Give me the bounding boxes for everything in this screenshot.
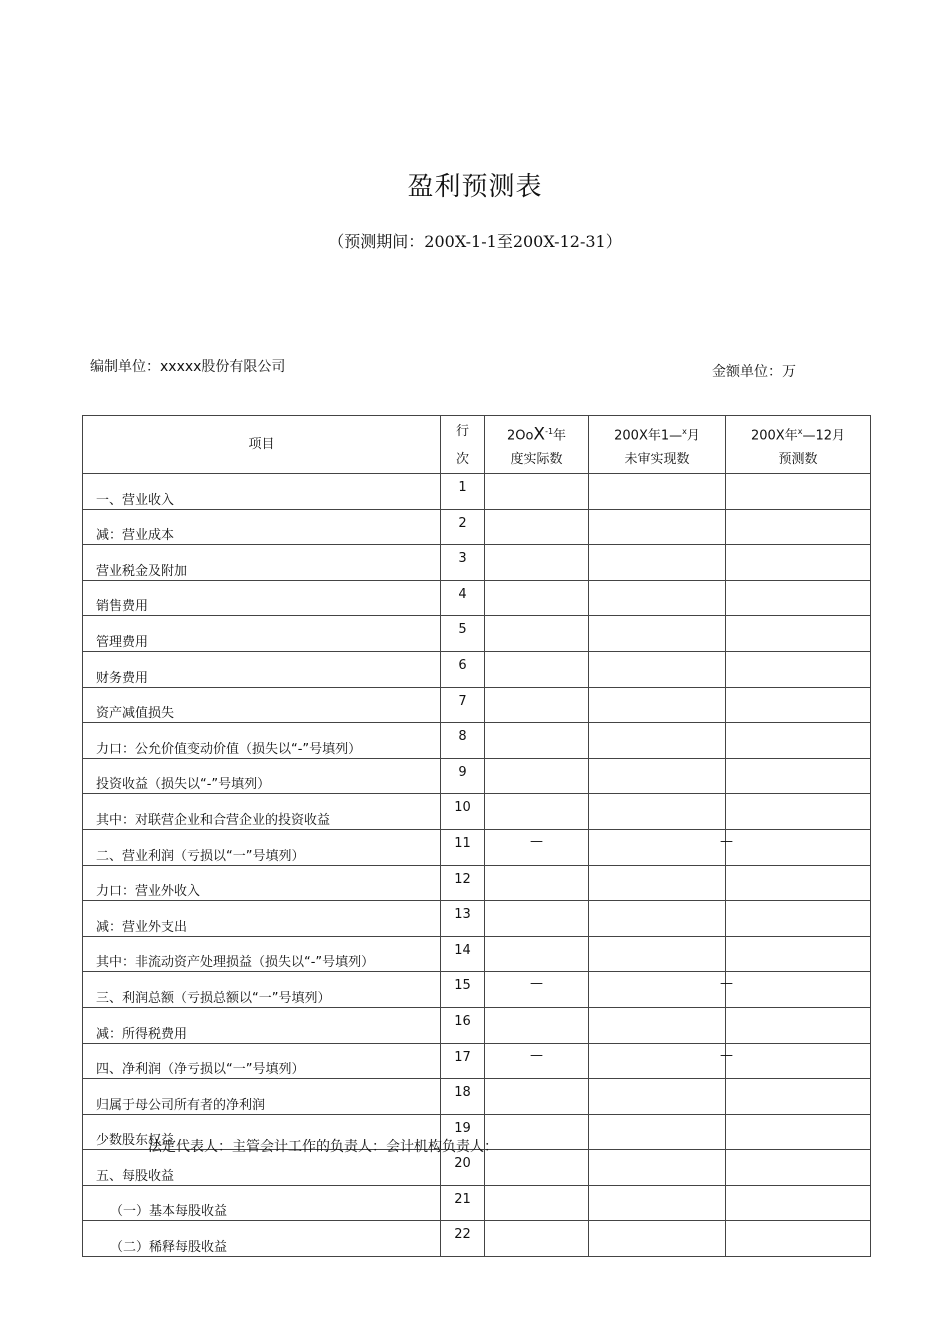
cell	[485, 865, 589, 901]
row-item: （一）基本每股收益	[83, 1185, 441, 1221]
row-item: 四、净利润（净亏损以“一”号填列）	[83, 1043, 441, 1079]
row-item: 其中：非流动资产处理损益（损失以“-”号填列）	[83, 936, 441, 972]
row-line-no: 20	[441, 1150, 485, 1186]
row-item: 一、营业收入	[83, 474, 441, 510]
dash-mark: —	[530, 833, 543, 849]
row-line-no: 15	[441, 972, 485, 1008]
dash-mark: —	[720, 1047, 733, 1063]
cell	[726, 865, 871, 901]
cell	[589, 1007, 726, 1043]
table-row	[83, 545, 871, 581]
cell	[589, 545, 726, 581]
row-line-no: 11	[441, 829, 485, 865]
table-row	[83, 723, 871, 759]
cell	[485, 936, 589, 972]
cell	[485, 1043, 589, 1079]
cell	[589, 474, 726, 510]
cell	[726, 545, 871, 581]
cell	[726, 1043, 871, 1079]
table-row	[83, 1079, 871, 1115]
cell	[726, 936, 871, 972]
cell	[589, 1079, 726, 1115]
table-row	[83, 1221, 871, 1257]
cell	[726, 1221, 871, 1257]
cell	[485, 972, 589, 1008]
row-line-no: 6	[441, 651, 485, 687]
cell	[589, 972, 733, 1008]
row-item: 减：所得税费用	[83, 1007, 441, 1043]
row-line-no: 12	[441, 865, 485, 901]
header-forecast: 200X年$^x$—12月 预测数	[726, 416, 871, 474]
row-item: 五、每股收益	[83, 1150, 441, 1186]
forecast-period: （预测期间：200X-1-1至200X-12-31）	[328, 232, 622, 251]
cell	[726, 616, 871, 652]
dash-mark: —	[720, 976, 733, 992]
cell	[485, 1185, 589, 1221]
cell	[485, 687, 589, 723]
table-row	[83, 936, 871, 972]
table-row	[83, 580, 871, 616]
cell	[726, 901, 871, 937]
table-row	[83, 474, 871, 510]
profit-forecast-table	[82, 415, 871, 1257]
row-line-no: 18	[441, 1079, 485, 1115]
row-line-no: 14	[441, 936, 485, 972]
cell	[589, 829, 733, 865]
cell	[589, 1150, 726, 1186]
cell	[726, 1150, 871, 1186]
table-row	[83, 1185, 871, 1221]
row-line-no: 10	[441, 794, 485, 830]
table-row	[83, 794, 871, 830]
header-unaudited-actual: 200X年1—$^x$月 未审实现数	[589, 416, 726, 474]
cell	[726, 687, 871, 723]
table-row	[83, 1043, 871, 1079]
cell	[726, 829, 871, 865]
header-line-no: 行 次	[441, 416, 485, 474]
cell	[485, 616, 589, 652]
table-row	[83, 901, 871, 937]
row-line-no: 8	[441, 723, 485, 759]
cell	[485, 829, 589, 865]
dash-mark: —	[720, 833, 733, 849]
row-item: 力口：营业外收入	[83, 865, 441, 901]
cell	[485, 1150, 589, 1186]
cell	[485, 545, 589, 581]
row-line-no: 1	[441, 474, 485, 510]
header-item: 项目	[83, 416, 441, 474]
cell	[485, 509, 589, 545]
row-line-no: 17	[441, 1043, 485, 1079]
table-row	[83, 687, 871, 723]
table-row	[83, 1007, 871, 1043]
cell	[589, 936, 726, 972]
cell	[726, 1007, 871, 1043]
cell	[726, 972, 871, 1008]
cell	[485, 758, 589, 794]
cell	[726, 758, 871, 794]
row-line-no: 13	[441, 901, 485, 937]
cell	[589, 1185, 726, 1221]
preparing-entity: 编制单位：xxxxx股份有限公司	[90, 359, 286, 375]
row-item: 其中：对联营企业和合营企业的投资收益	[83, 794, 441, 830]
cell	[726, 509, 871, 545]
table-row	[83, 651, 871, 687]
cell	[589, 758, 726, 794]
cell	[726, 1185, 871, 1221]
row-line-no: 3	[441, 545, 485, 581]
table-row	[83, 865, 871, 901]
cell	[485, 1079, 589, 1115]
cell	[485, 1007, 589, 1043]
row-line-no: 16	[441, 1007, 485, 1043]
table-row	[83, 758, 871, 794]
cell	[485, 651, 589, 687]
cell	[589, 865, 726, 901]
cell	[589, 509, 726, 545]
header-row	[83, 416, 871, 474]
cell	[726, 794, 871, 830]
cell	[726, 580, 871, 616]
cell	[726, 1114, 871, 1150]
cell	[589, 580, 726, 616]
cell	[589, 651, 726, 687]
cell	[485, 580, 589, 616]
row-line-no: 19	[441, 1114, 485, 1150]
cell	[485, 723, 589, 759]
cell	[589, 1114, 726, 1150]
table-row	[83, 616, 871, 652]
cell	[726, 1079, 871, 1115]
header-prior-year-actual: 2OoX$^{-1}$年 度实际数	[485, 416, 589, 474]
row-line-no: 22	[441, 1221, 485, 1257]
signature-line: 法定代表人：主管会计工作的负责人：会计机构负责人：	[148, 1139, 498, 1155]
row-item: 营业税金及附加	[83, 545, 441, 581]
cell	[589, 1043, 733, 1079]
row-line-no: 4	[441, 580, 485, 616]
amount-unit: 金额单位：万	[712, 364, 796, 380]
table-row	[83, 972, 871, 1008]
row-item: 减：营业成本	[83, 509, 441, 545]
cell	[589, 901, 726, 937]
cell	[726, 651, 871, 687]
table-row	[83, 829, 871, 865]
cell	[726, 723, 871, 759]
row-item: 减：营业外支出	[83, 901, 441, 937]
row-line-no: 9	[441, 758, 485, 794]
row-item: 少数股东权益	[83, 1114, 441, 1150]
cell	[485, 1221, 589, 1257]
row-item: （二）稀释每股收益	[83, 1221, 441, 1257]
cell	[589, 616, 726, 652]
cell	[589, 723, 726, 759]
row-item: 投资收益（损失以“-”号填列）	[83, 758, 441, 794]
row-line-no: 21	[441, 1185, 485, 1221]
dash-mark: —	[530, 1047, 543, 1063]
row-item: 力口：公允价值变动价值（损失以“-”号填列）	[83, 723, 441, 759]
row-item: 三、利润总额（亏损总额以“一”号填列）	[83, 972, 441, 1008]
row-item: 归属于母公司所有者的净利润	[83, 1079, 441, 1115]
cell	[485, 474, 589, 510]
row-item: 销售费用	[83, 580, 441, 616]
row-item: 二、营业利润（亏损以“一”号填列）	[83, 829, 441, 865]
dash-mark: —	[530, 976, 543, 992]
page-title: 盈利预测表	[407, 172, 543, 202]
cell	[485, 794, 589, 830]
cell	[589, 687, 726, 723]
cell	[589, 1221, 726, 1257]
row-line-no: 2	[441, 509, 485, 545]
cell	[485, 901, 589, 937]
table-row	[83, 509, 871, 545]
cell	[589, 794, 726, 830]
row-item: 管理费用	[83, 616, 441, 652]
row-line-no: 7	[441, 687, 485, 723]
row-item: 财务费用	[83, 651, 441, 687]
cell	[726, 474, 871, 510]
cell	[485, 1114, 589, 1150]
row-line-no: 5	[441, 616, 485, 652]
row-item: 资产减值损失	[83, 687, 441, 723]
